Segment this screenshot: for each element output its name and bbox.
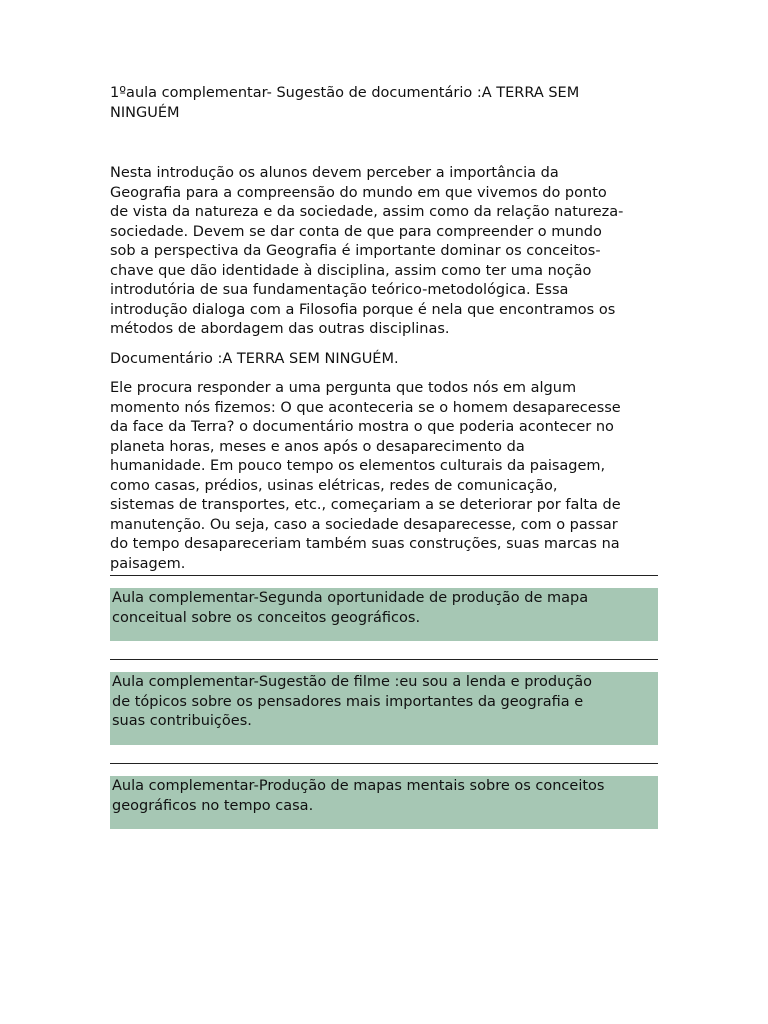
highlight-box-mapas-mentais: Aula complementar-Produção de mapas mentais sobre os conceitos geográficos no tempo casa. (110, 776, 658, 829)
documentary-title: Documentário :A TERRA SEM NINGUÉM. (110, 350, 399, 367)
highlight-box-mapa-conceitual: Aula complementar-Segunda oportunidade de produção de mapa conceitual sobre os conceitos geográficos. (110, 588, 658, 641)
document-page (110, 84, 658, 829)
divider-line (110, 763, 658, 764)
document-title: 1ºaula complementar- Sugestão de documentário :A TERRA SEM NINGUÉM (110, 85, 580, 121)
highlight-box-filme: Aula complementar-Sugestão de filme :eu sou a lenda e produção de tópicos sobre os pensadores mais importantes da geografia e suas contribuições. (110, 672, 658, 745)
divider-line (110, 575, 658, 576)
intro-paragraph: Nesta introdução os alunos devem perceber a importância da Geografia para a compreensão do mundo em que vivemos do ponto de vista da natureza e da sociedade, assim como da relação natureza- sociedade. Devem se dar conta de que para compreender o mundo sob a perspectiva da Geografia é importante dominar os conceitos- chave que dão identidade à disciplina, assim como ter uma noção introdutória de sua fundamentação teórico-metodológica. Essa introdução dialoga com a Filosofia porque é nela que encontramos os métodos de abordagem das outras disciplinas. (110, 165, 624, 337)
documentary-paragraph: Ele procura responder a uma pergunta que todos nós em algum momento nós fizemos: O que aconteceria se o homem desaparecesse da face da Terra? o documentário mostra o que poderia acontecer no planeta horas, meses e anos após o desaparecimento da humanidade. Em pouco tempo os elementos culturais da paisagem, como casas, prédios, usinas elétricas, redes de comunicação, sistemas de transportes, etc., começariam a se deteriorar por falta de manutenção. Ou seja, caso a sociedade desaparecesse, com o passar do tempo desapareceriam também suas construções, suas marcas na paisagem. (110, 380, 621, 572)
divider-line (110, 659, 658, 660)
